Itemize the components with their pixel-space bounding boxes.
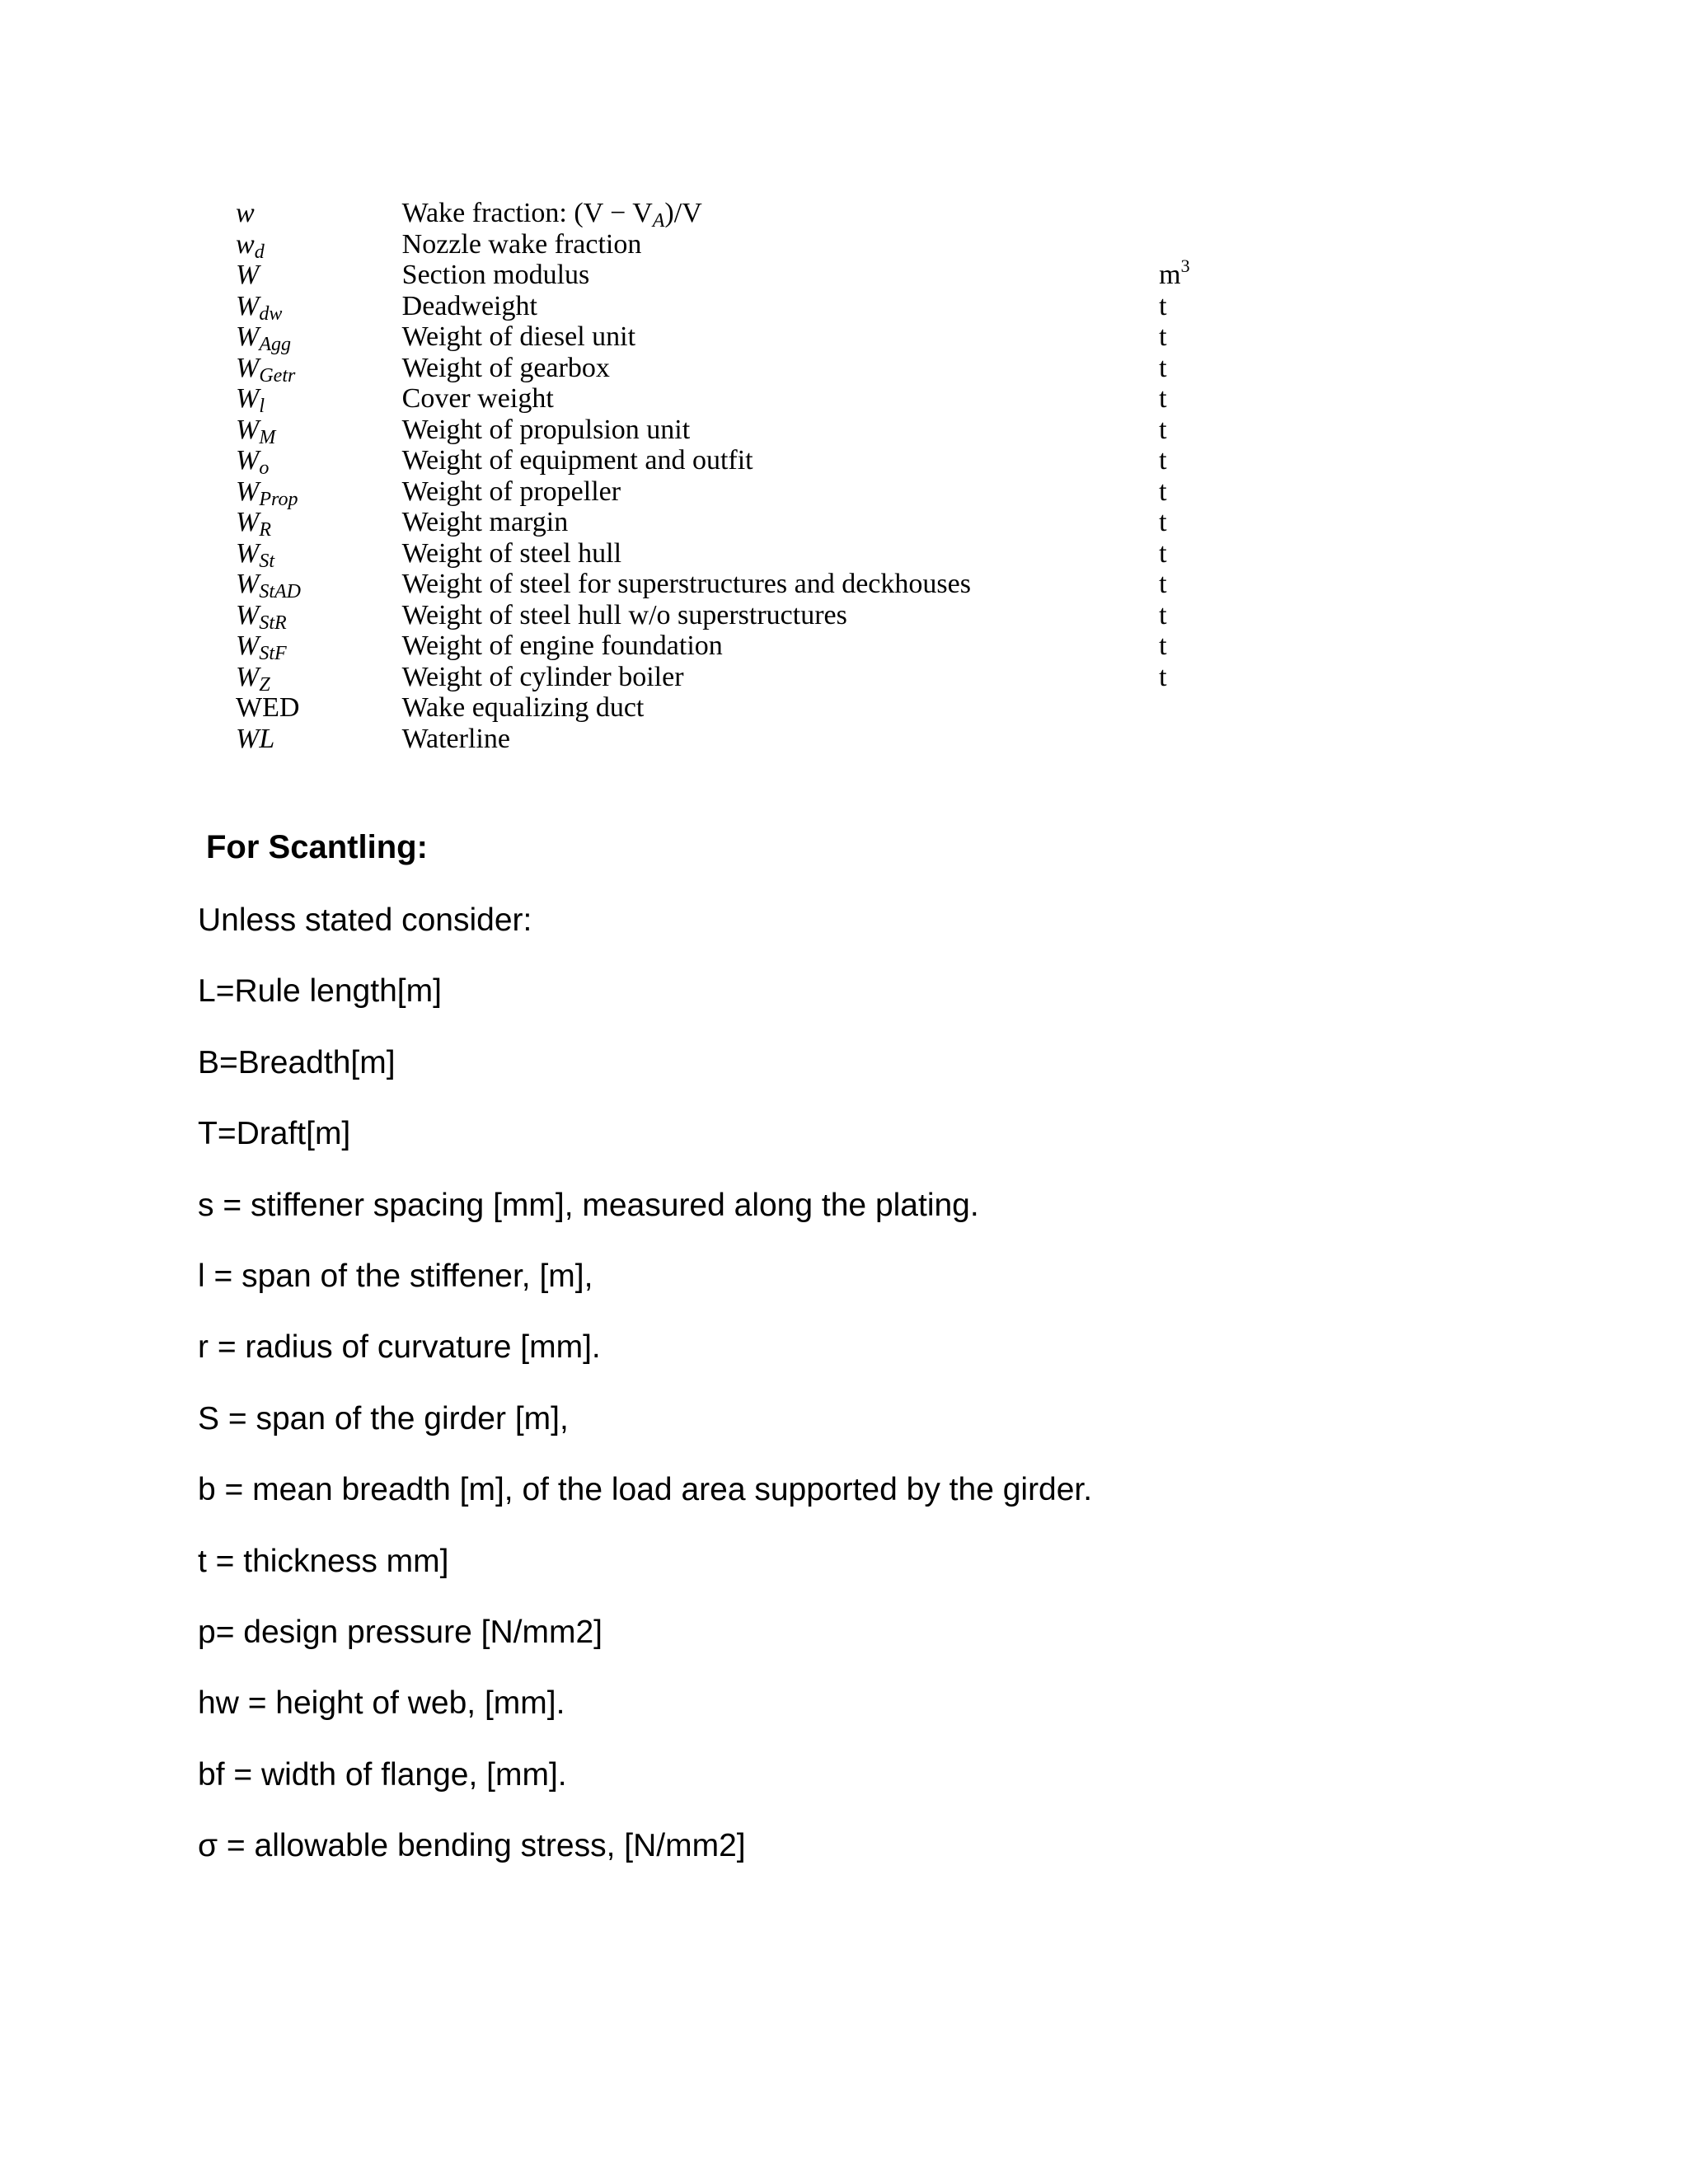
definition-line: S = span of the girder [m], (198, 1400, 569, 1436)
symbol-description: Weight of propulsion unit (401, 414, 691, 445)
symbol-unit: t (1159, 414, 1167, 445)
symbol: $W_{St}$ (236, 537, 274, 572)
symbol: WED (236, 692, 300, 723)
symbol-unit (1159, 229, 1225, 260)
symbol-unit: t (1159, 290, 1167, 321)
definition-line: L=Rule length[m] (198, 973, 442, 1010)
symbol: $W_l$ (236, 383, 265, 417)
symbol-row (236, 352, 1225, 387)
definition-line: Unless stated consider: (198, 902, 532, 938)
symbol-row (236, 476, 1225, 508)
symbol-row (236, 255, 1225, 291)
definition-line: bf = width of flange, [mm]. (198, 1756, 567, 1793)
symbol-description: Weight margin (401, 507, 569, 537)
symbol-description: Weight of propeller (401, 476, 621, 507)
symbol-row (236, 321, 1225, 353)
symbol: $W_{Agg}$ (236, 321, 291, 355)
symbol-description: Weight of steel hull w/o superstructures (401, 599, 847, 630)
symbol: $W_R$ (236, 507, 271, 541)
symbol-unit: t (1159, 383, 1167, 414)
symbol-row (236, 661, 1225, 696)
symbol-unit (1159, 724, 1225, 755)
symbol-description: Cover weight (401, 383, 554, 414)
definition-line: T=Draft[m] (198, 1116, 351, 1152)
symbol-row (236, 507, 1225, 541)
symbol-description: Weight of diesel unit (401, 321, 636, 352)
symbol-description: Weight of steel hull (401, 537, 622, 569)
symbol-row (236, 692, 1225, 724)
symbol-unit (1159, 198, 1225, 229)
definition-line: σ = allowable bending stress, [N/mm2] (198, 1828, 746, 1864)
definition-line: p= design pressure [N/mm2] (198, 1614, 603, 1650)
symbol: $w_d$ (236, 228, 265, 263)
scantling-definitions (198, 900, 1599, 1896)
symbol-description: Weight of engine foundation (401, 630, 723, 661)
definition-line: t = thickness mm] (198, 1543, 449, 1579)
symbol: $W_{Getr}$ (236, 352, 296, 387)
symbol-description: Weight of cylinder boiler (401, 661, 684, 692)
definition-line: hw = height of web, [mm]. (198, 1685, 565, 1722)
symbol-row (236, 445, 1225, 479)
symbol-row (236, 630, 1225, 662)
symbol-description: Deadweight (401, 290, 537, 321)
symbol-description: Waterline (401, 723, 510, 754)
symbol-description: Wake equalizing duct (401, 692, 645, 723)
symbol-row (236, 415, 1225, 446)
symbol-unit: $m^3$ (1159, 255, 1190, 290)
definition-line: s = stiffener spacing [mm], measured along the plating. (198, 1187, 979, 1223)
definition-line: B=Breadth[m] (198, 1044, 396, 1080)
definition-line: r = radius of curvature [mm]. (198, 1329, 601, 1366)
symbol-unit: t (1159, 630, 1167, 661)
symbol: WL (236, 723, 275, 754)
definition-line: b = mean breadth [m], of the load area supported by the girder. (198, 1472, 1093, 1508)
definition-line: l = span of the stiffener, [m], (198, 1258, 593, 1294)
symbol: $W_Z$ (236, 661, 270, 696)
symbol-unit: t (1159, 569, 1167, 599)
symbol: $W_{StR}$ (236, 599, 287, 634)
symbol-description: Nozzle wake fraction (401, 228, 642, 260)
symbol-unit: t (1159, 661, 1167, 692)
symbol-description: Weight of equipment and outfit (401, 445, 753, 476)
symbol-description: Weight of gearbox (401, 352, 610, 383)
symbol-row (236, 599, 1225, 634)
symbol: $W_M$ (236, 414, 276, 448)
symbol-row (236, 724, 1225, 755)
symbol: $W_{StF}$ (236, 630, 287, 664)
symbol-description: Section modulus (401, 260, 590, 290)
symbol-unit: t (1159, 445, 1167, 476)
symbol-description: Weight of steel for superstructures and deckhouses (401, 569, 971, 599)
symbol-description: Wake fraction: $(V - V_A)/V$ (401, 198, 702, 232)
symbol-row (236, 198, 1225, 232)
symbol-unit: t (1159, 476, 1167, 507)
symbol: $W_{StAD}$ (236, 569, 301, 602)
symbol: w (236, 198, 255, 228)
symbol-unit: t (1159, 507, 1167, 537)
symbol: $W_{Prop}$ (236, 476, 298, 510)
symbol-unit: t (1159, 599, 1167, 630)
symbol-unit (1159, 692, 1225, 724)
symbol-unit: t (1159, 321, 1167, 352)
symbol: W (236, 260, 260, 290)
scantling-heading: For Scantling: (206, 829, 428, 865)
symbol-row (236, 228, 1225, 263)
symbol-row (236, 383, 1225, 415)
symbol: $W_{dw}$ (236, 290, 283, 325)
symbol-unit: t (1159, 352, 1167, 383)
symbol-row (236, 290, 1225, 325)
symbol: $W_o$ (236, 445, 270, 479)
symbols-table (236, 198, 1225, 754)
symbol-row (236, 569, 1225, 600)
symbol-unit: t (1159, 537, 1167, 569)
symbol-row (236, 537, 1225, 572)
